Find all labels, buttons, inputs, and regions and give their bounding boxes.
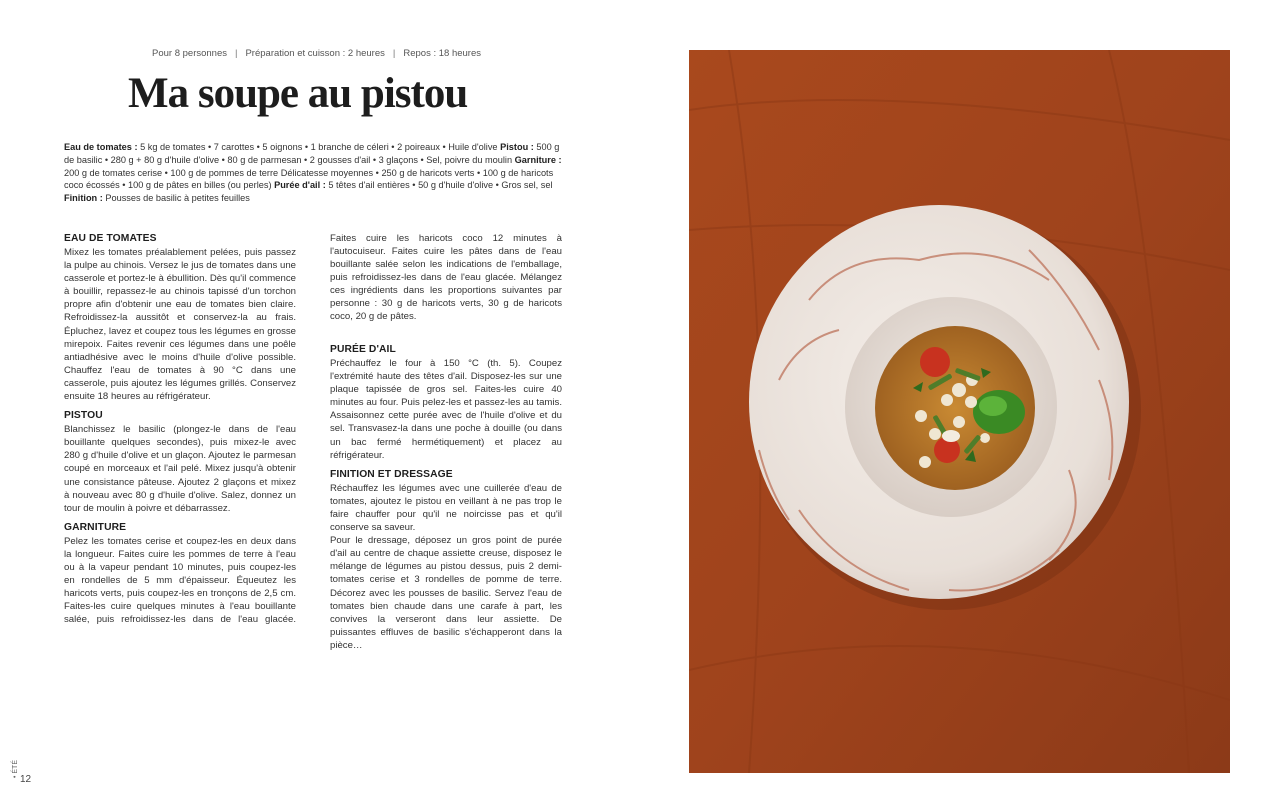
- soup-photo: [689, 50, 1230, 773]
- ingredient-group-label: Purée d'ail :: [274, 180, 329, 191]
- recipe-title: Ma soupe au pistou: [128, 70, 468, 117]
- ingredient-group-text: Pousses de basilic à petites feuilles: [105, 193, 250, 204]
- step-heading: EAU DE TOMATES: [64, 233, 157, 244]
- ingredient-group-label: Eau de tomates :: [64, 142, 141, 152]
- step-heading: PURÉE D'AIL: [330, 344, 396, 355]
- ingredient-group-text: 500 g de basilic • 280 g + 80 g d'huile d'olive • 80 g de parmesan • 2 gousses d'ail • 3 glaçons • Sel, poivre du moulin: [64, 142, 560, 165]
- step-heading: FINITION ET DRESSAGE: [330, 468, 453, 480]
- ingredient-group-text: 200 g de tomates cerise • 100 g de pommes de terre Délicatesse moyennes • 250 g de haricots verts • 100 g de haricots coco écossés • 100 g de pâtes en billes (ou perles): [64, 167, 554, 191]
- ingredient-group-label: Finition :: [64, 193, 106, 204]
- steps-column-right: [330, 232, 562, 652]
- step-text: Réchauffez les légumes avec une cuillerée d'eau de tomates, ajoutez le pistou en veillant à ne pas trop le faire chauffer pour qu'il ne noircisse pas et qu'il conserve sa saveur.: [330, 482, 562, 534]
- ingredient-group-label: Pistou :: [500, 142, 537, 152]
- ingredient-group-text: 5 kg de tomates • 7 carottes • 5 oignons • 1 branche de céleri • 2 poireaux • Huile d'olive: [140, 142, 501, 152]
- recipe-meta: [152, 48, 481, 59]
- prep-time: Préparation et cuisson : 2 heures: [245, 48, 385, 59]
- ingredient-group-label: Garniture :: [514, 154, 562, 165]
- step-text: Mixez les tomates préalablement pelées, puis passez la pulpe au chinois. Versez le jus de tomates dans une casserole et portez-le à ébullition. Dès qu'il commence à bouillir, repassez-le au chinois tapissé d'un torchon propre afin d'obtenir une eau de tomates bien claire. Refroidissez-la aussitôt et conservez-la au frais. Épluchez, lavez et coupez tous les légumes en grosse mirepoix. Faites revenir ces légumes dans une poêle antiadhésive avec le moins d'huile d'olive possible. Chauffez l'eau de tomates à 90 °C dans une casserole, puis ajoutez les légumes grillés. Conservez ensuite 18 heures au réfrigérateur.: [64, 247, 296, 403]
- rest-time: Repos : 18 heures: [403, 48, 481, 59]
- step-text: Pelez les tomates cerise et coupez-les en deux dans la longueur. Faites cuire les pommes de terre à l'eau ou à la vapeur pendant 10 minutes, puis coupez-les en rondelles de 5 mm d'épaisseur. Équeutez les haricots verts, puis coupez-les en tronçons de 2,5 cm. Faites-les cuire quelques minutes à l'eau bouillante salée, puis refroidissez-les dans de l'eau glacée.: [64, 535, 296, 626]
- step-heading: PISTOU: [64, 410, 103, 422]
- step-text: Blanchissez le basilic (plongez-le dans de l'eau bouillante quelques secondes), puis mixez-le avec 280 g d'huile d'olive et un glaçon. Ajoutez le parmesan coupé en morceaux et l'ail pelé. Mixez jusqu'à obtenir une consistance pâteuse. Ajoutez 2 glaçons et mixez à nouveau avec 80 g d'huile d'olive. Salez, donnez un tour de moulin à poivre et débarrassez.: [64, 424, 296, 514]
- meta-separator: |: [392, 48, 396, 59]
- step-text: Pour le dressage, déposez un gros point de purée d'ail au centre de chaque assiette creuse, disposez le mélange de légumes au pistou dessus, puis 2 demi-tomates cerise et 3 rondelles de pomme de terre. Décorez avec les pousses de basilic. Servez l'eau de tomates bien chaude dans une carafe à part, les convives la verseront dans leur assiette. De puissantes effluves de basilic s'échapperont dans la pièce…: [330, 535, 562, 651]
- step-text: Préchauffez le four à 150 °C (th. 5). Coupez l'extrémité haute des têtes d'ail. Disposez-les sur une plaque tapissée de gros sel. Faites-les cuire 40 minutes au four. Puis pelez-les et passez-les au tamis. Assaisonnez cette purée avec de l'huile d'olive et du sel. Transvasez-la dans une poche à douille (ou dans un bac fermé hermétiquement) et placez au réfrigérateur.: [330, 358, 562, 461]
- step-text-continued: [330, 232, 562, 337]
- garniture-continued: Faites cuire les haricots coco 12 minutes à l'autocuiseur. Faites cuire les pâtes dans de l'eau bouillante salée selon les indications de l'emballage, puis refroidissez-les dans de l'eau glacée. Mélangez ces ingrédients dans les proportions suivantes par personne : 30 g de haricots verts, 30 g de haricots coco, 20 g de pâtes.: [330, 232, 562, 323]
- soup-plate-illustration: [689, 50, 1230, 773]
- meta-separator: |: [235, 48, 238, 59]
- ingredients-list: [64, 141, 562, 205]
- folio-season: • ÉTÉ: [12, 760, 19, 779]
- step-heading: GARNITURE: [64, 521, 127, 533]
- page-number: 12: [20, 774, 32, 785]
- servings: Pour 8 personnes: [152, 48, 227, 59]
- ingredient-group-text: 5 têtes d'ail entières • 50 g d'huile d'olive • Gros sel, sel: [328, 180, 553, 191]
- steps-column-left: [64, 232, 296, 627]
